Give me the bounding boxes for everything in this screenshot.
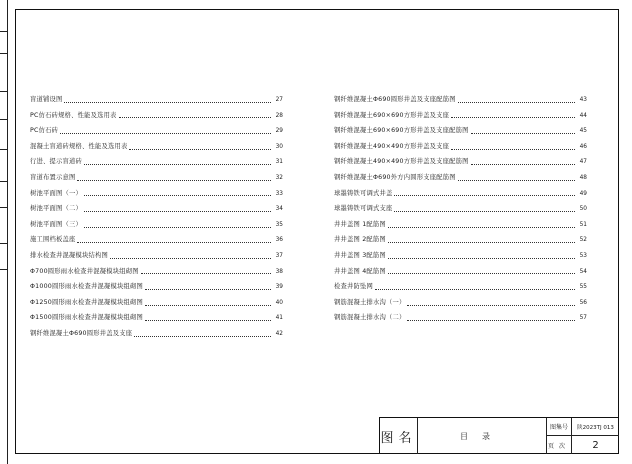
toc-entry	[30, 154, 283, 170]
toc-entry	[334, 232, 587, 248]
leader-dots	[145, 304, 271, 306]
toc-page: 40	[275, 299, 283, 306]
leader-dots	[394, 194, 575, 196]
toc-title: 钢纤维混凝土490×490方形井盖及支座配筋图	[334, 158, 469, 166]
toc-page: 48	[579, 174, 587, 181]
toc-title: 排水检查井混凝模块结构图	[30, 251, 108, 259]
leader-dots	[84, 226, 271, 228]
leader-dots	[407, 319, 575, 321]
margin-rule	[7, 0, 8, 464]
page-number: 2	[592, 439, 599, 451]
toc-title: 检查井防坠网	[334, 283, 373, 291]
toc-page: 49	[579, 190, 587, 197]
toc-entry	[334, 279, 587, 295]
toc-entry	[334, 92, 587, 108]
toc-page: 52	[579, 237, 587, 244]
toc-title: 混凝土盲道砖规格、性能及选用表	[30, 142, 128, 150]
contents-column-right	[334, 92, 587, 326]
toc-page: 41	[275, 315, 283, 322]
toc-entry	[334, 264, 587, 280]
toc-page: 32	[275, 174, 283, 181]
leader-dots	[388, 257, 575, 259]
leader-dots	[84, 194, 271, 196]
toc-entry	[334, 186, 587, 202]
atlas-number: 陕2023TJ 013	[572, 418, 619, 436]
margin-segment	[0, 31, 7, 54]
toc-entry	[30, 92, 283, 108]
toc-entry	[334, 295, 587, 311]
toc-title: 盲道铺设图	[30, 96, 63, 103]
toc-title: 井井盖图 4配筋图	[334, 267, 386, 275]
toc-entry	[30, 326, 283, 342]
toc-title: 钢纤维混凝土690×690方形井盖及支座	[334, 111, 450, 119]
toc-page: 43	[579, 97, 587, 103]
toc-title: 钢纤维混凝土490×490方形井盖及支座	[334, 142, 450, 150]
toc-entry	[334, 310, 587, 326]
margin-segment	[0, 119, 7, 150]
toc-entry	[30, 186, 283, 202]
toc-page: 34	[275, 206, 283, 213]
toc-title: 行进、提示盲道砖	[30, 158, 82, 166]
toc-page: 33	[275, 190, 283, 197]
leader-dots	[458, 101, 575, 103]
drawing-name: 目录	[418, 418, 547, 454]
toc-title: 树池平面图（二）	[30, 205, 82, 213]
leader-dots	[388, 272, 575, 274]
toc-title: 盲道布置示意图	[30, 173, 76, 181]
leader-dots	[60, 132, 271, 134]
toc-title: 井井盖图 3配筋图	[334, 251, 386, 259]
leader-dots	[388, 241, 575, 243]
leader-dots	[145, 288, 271, 290]
toc-title: 钢纤维混凝土Φ690圆形井盖及支座	[30, 329, 133, 337]
toc-page: 38	[275, 268, 283, 275]
leader-dots	[84, 163, 271, 165]
toc-entry	[334, 248, 587, 264]
toc-page: 31	[275, 159, 283, 166]
toc-title: Φ1500圆形雨水检查井混凝模块组砌图	[30, 314, 143, 322]
toc-title: PC仿石砖	[30, 127, 59, 135]
leader-dots	[64, 101, 271, 103]
toc-entry	[334, 170, 587, 186]
toc-entry	[334, 201, 587, 217]
toc-entry	[30, 139, 283, 155]
toc-entry	[30, 201, 283, 217]
margin-segment	[0, 181, 7, 208]
toc-entry	[30, 170, 283, 186]
leader-dots	[407, 304, 575, 306]
margin-segment	[0, 53, 7, 92]
toc-entry	[30, 295, 283, 311]
contents-column-left	[30, 92, 283, 342]
leader-dots	[134, 335, 271, 337]
toc-title: 球墨铸铁可调式井盖	[334, 189, 393, 197]
toc-entry	[30, 310, 283, 326]
leader-dots	[77, 179, 271, 181]
toc-title: 钢纤维混凝土690×690方形井盖及支座配筋图	[334, 127, 469, 135]
toc-title: 钢筋混凝土排水沟（一）	[334, 298, 406, 306]
toc-entry	[30, 232, 283, 248]
toc-title: 施工围档板盖座	[30, 236, 76, 244]
toc-entry	[334, 139, 587, 155]
leader-dots	[141, 272, 271, 274]
toc-page: 57	[579, 315, 587, 322]
leader-dots	[145, 319, 271, 321]
toc-title: 钢筋混凝土排水沟（二）	[334, 314, 406, 322]
margin-segment	[0, 149, 7, 182]
toc-page: 30	[275, 143, 283, 150]
toc-page: 28	[275, 112, 283, 119]
toc-title: 钢纤维混凝土Φ690外方内圆形支座配筋图	[334, 173, 456, 181]
binding-margin	[0, 0, 7, 464]
toc-page: 37	[275, 252, 283, 259]
drawing-name-label: 图名	[380, 418, 418, 454]
toc-title: PC仿石砖规格、性能及选用表	[30, 111, 117, 119]
toc-title: 井井盖图 2配筋图	[334, 236, 386, 244]
leader-dots	[77, 241, 271, 243]
toc-page: 54	[579, 268, 587, 275]
leader-dots	[458, 179, 575, 181]
toc-title: Φ1250圆形雨水检查井混凝模块组砌图	[30, 298, 143, 306]
toc-page: 36	[275, 237, 283, 244]
toc-entry	[334, 217, 587, 233]
toc-entry	[30, 123, 283, 139]
toc-entry	[334, 108, 587, 124]
toc-title: Φ700圆形雨水检查井混凝模块组砌图	[30, 267, 139, 275]
leader-dots	[394, 210, 575, 212]
toc-page: 51	[579, 221, 587, 228]
toc-entry	[334, 154, 587, 170]
toc-entry	[30, 108, 283, 124]
margin-segment	[0, 91, 7, 120]
toc-title: 树池平面图（三）	[30, 220, 82, 228]
toc-title: 井井盖图 1配筋图	[334, 220, 386, 228]
toc-page: 45	[579, 128, 587, 135]
margin-segment	[0, 243, 7, 270]
leader-dots	[471, 132, 575, 134]
toc-page: 42	[275, 330, 283, 337]
toc-page: 53	[579, 252, 587, 259]
leader-dots	[129, 148, 271, 150]
leader-dots	[119, 116, 271, 118]
page-number-label: 页次	[547, 436, 572, 454]
leader-dots	[471, 163, 575, 165]
leader-dots	[84, 210, 271, 212]
toc-entry	[30, 248, 283, 264]
toc-page: 44	[579, 112, 587, 119]
toc-page: 35	[275, 221, 283, 228]
toc-title: Φ1000圆形雨水检查井混凝模块组砌图	[30, 283, 143, 291]
toc-title: 树池平面图（一）	[30, 189, 82, 197]
margin-segment	[0, 207, 7, 244]
leader-dots	[388, 226, 575, 228]
toc-page: 56	[579, 299, 587, 306]
toc-title: 球墨铸铁可调式支座	[334, 205, 393, 213]
toc-page: 29	[275, 128, 283, 135]
leader-dots	[375, 288, 575, 290]
leader-dots	[110, 257, 271, 259]
toc-page: 39	[275, 284, 283, 291]
toc-entry	[334, 123, 587, 139]
toc-page: 46	[579, 143, 587, 150]
toc-page: 50	[579, 206, 587, 213]
toc-page: 47	[579, 159, 587, 166]
margin-segment	[0, 0, 7, 32]
atlas-number-label: 图集号	[547, 418, 572, 436]
toc-title: 钢纤维混凝土Φ690圆形井盖及支座配筋图	[334, 96, 456, 103]
leader-dots	[451, 148, 575, 150]
leader-dots	[451, 116, 575, 118]
toc-entry	[30, 279, 283, 295]
title-block	[379, 417, 619, 454]
toc-entry	[30, 264, 283, 280]
toc-entry	[30, 217, 283, 233]
toc-page: 27	[275, 97, 283, 103]
toc-page: 55	[579, 284, 587, 291]
